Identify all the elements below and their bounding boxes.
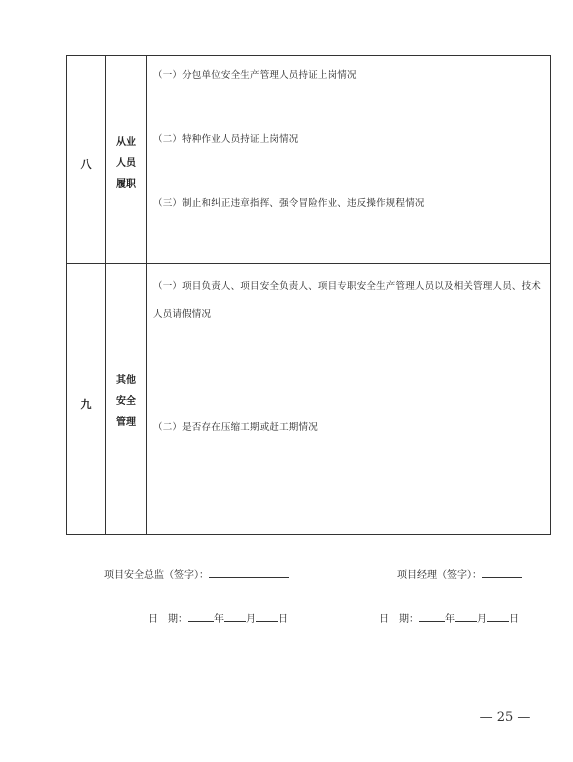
date-label: 日 期： xyxy=(148,614,188,625)
year-label: 年 xyxy=(214,614,224,625)
category-line: 履职 xyxy=(116,179,136,190)
signature-label: 项目安全总监（签字）： xyxy=(104,570,209,581)
day-label: 日 xyxy=(278,614,288,625)
year-label: 年 xyxy=(445,614,455,625)
inspection-table xyxy=(66,55,551,535)
category-line: 管理 xyxy=(116,417,136,428)
category-line: 安全 xyxy=(116,396,136,407)
year-blank[interactable] xyxy=(188,611,214,622)
day-blank[interactable] xyxy=(487,611,509,622)
column-divider-2 xyxy=(146,56,147,534)
project-manager-signature xyxy=(397,566,522,581)
month-blank[interactable] xyxy=(455,611,477,622)
section-number: 八 xyxy=(80,158,92,171)
date-left xyxy=(148,610,288,625)
safety-director-signature xyxy=(104,566,289,581)
date-label: 日 期： xyxy=(379,614,419,625)
section-number: 九 xyxy=(80,398,92,411)
check-item: （一）分包单位安全生产管理人员持证上岗情况 xyxy=(153,70,357,81)
date-right xyxy=(379,610,519,625)
day-label: 日 xyxy=(509,614,519,625)
check-item: （一）项目负责人、项目安全负责人、项目专职安全生产管理人员以及相关管理人员、技术人员请假情况 xyxy=(153,281,542,320)
signature-blank[interactable] xyxy=(482,567,522,578)
day-blank[interactable] xyxy=(256,611,278,622)
page-number: — 25 — xyxy=(479,710,531,725)
category-line: 从业 xyxy=(116,137,136,148)
section-category xyxy=(106,132,146,195)
category-line: 人员 xyxy=(116,158,136,169)
section-category xyxy=(106,370,146,433)
month-label: 月 xyxy=(477,614,487,625)
signature-label: 项目经理（签字）： xyxy=(397,570,482,581)
check-item: （三）制止和纠正违章指挥、强令冒险作业、违反操作规程情况 xyxy=(153,198,425,209)
month-label: 月 xyxy=(246,614,256,625)
month-blank[interactable] xyxy=(224,611,246,622)
row-divider xyxy=(67,263,550,264)
column-divider-1 xyxy=(105,56,106,534)
check-item: （二）特种作业人员持证上岗情况 xyxy=(153,134,299,145)
signature-blank[interactable] xyxy=(209,567,289,578)
category-line: 其他 xyxy=(116,375,136,386)
year-blank[interactable] xyxy=(419,611,445,622)
check-item: （二）是否存在压缩工期或赶工期情况 xyxy=(153,422,318,433)
